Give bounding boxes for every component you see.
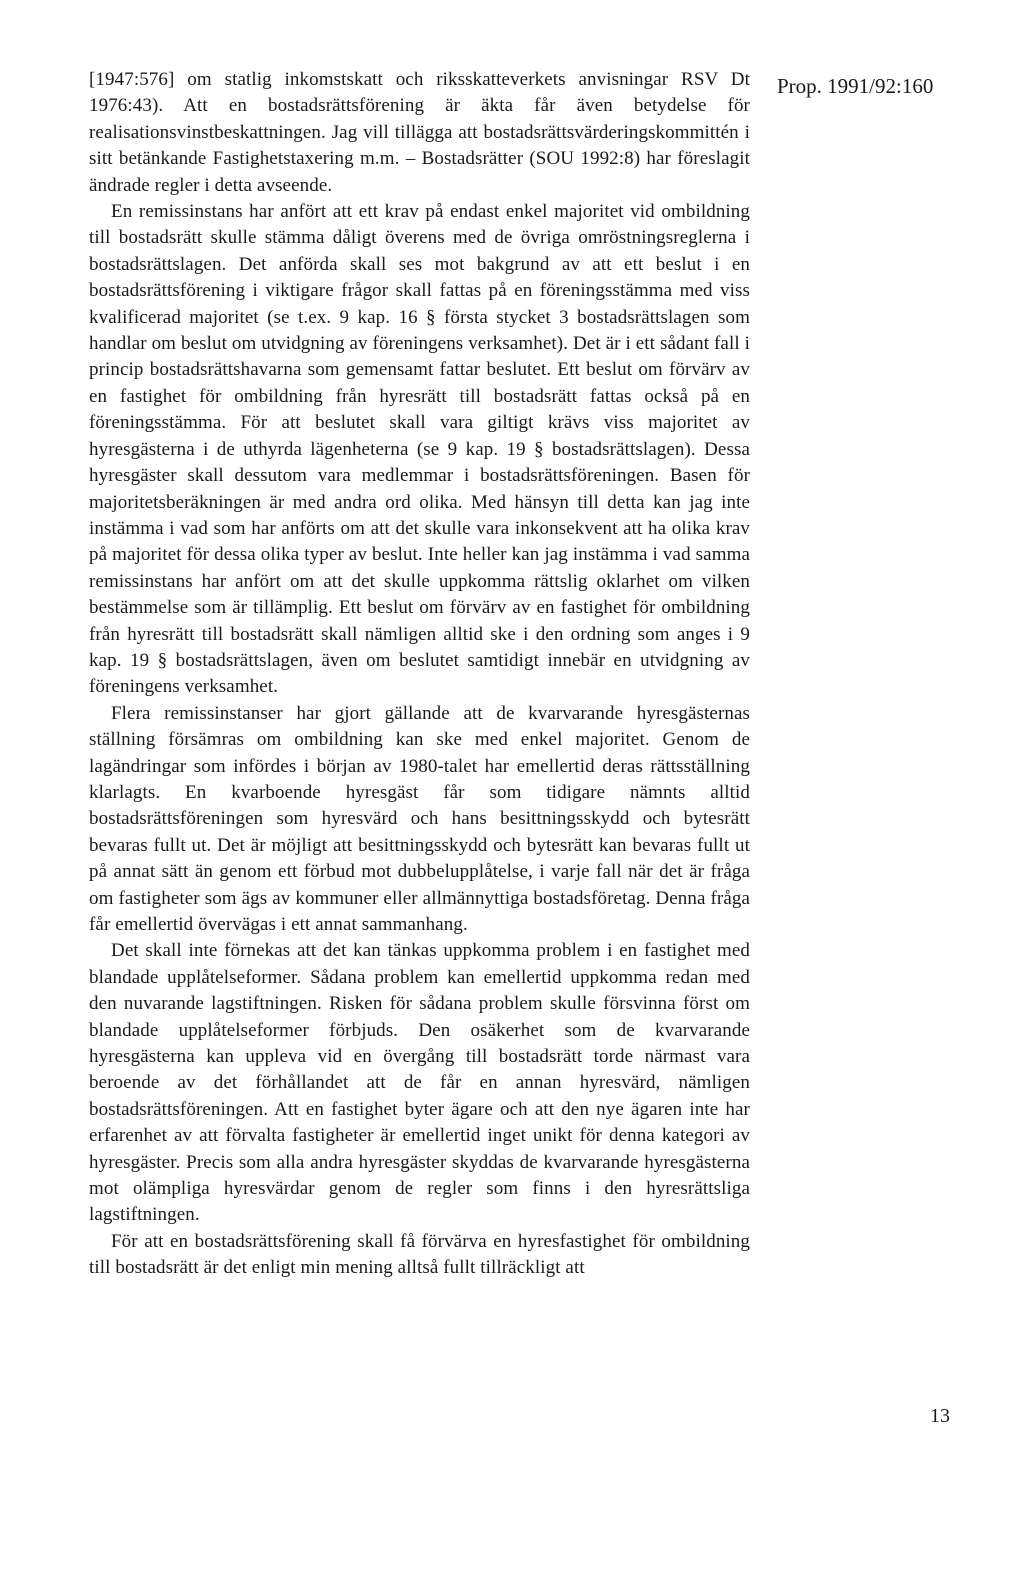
paragraph-5: För att en bostadsrättsförening skall få förvärva en hyresfastighet för ombildning till bostadsrätt är det enligt min mening alltså fullt tillräckligt att	[89, 1230, 750, 1279]
paragraph-1: [1947:576] om statlig inkomstskatt och riksskatteverkets anvisningar RSV Dt 1976:43). Att en bostadsrättsförening är äkta får även betydelse för realisationsvinstbeskattningen. Jag vill tillägga att bostadsrättsvärderingskommittén i sitt betänkande Fastighetstaxering m.m. – Bostadsrätter (SOU 1992:8) har föreslagit ändrade regler i detta avseende.	[89, 69, 750, 196]
page-number: 13	[930, 1405, 950, 1427]
running-head: Prop. 1991/92:160	[777, 74, 934, 98]
paragraph-2: En remissinstans har anfört att ett krav på endast enkel majoritet vid ombildning till bostadsrätt skulle stämma dåligt överens med de övriga omröstningsreglerna i bostadsrättslagen. Det anförda skall ses mot bakgrund av att ett beslut i en bostadsrättsförening i viktigare frågor skall fattas på en föreningsstämma med viss kvalificerad majoritet (se t.ex. 9 kap. 16 § första stycket 3 bostadsrättslagen som handlar om beslut om utvidgning av föreningens verksamhet). Det är i ett sådant fall i princip bostadsrättshavarna som gemensamt fattar beslutet. Ett beslut om förvärv av en fastighet för ombildning från hyresrätt till bostadsrätt fattas också på en föreningsstämma. För att beslutet skall vara giltigt krävs viss majoritet av hyresgästerna i de uthyrda lägenheterna (se 9 kap. 19 § bostadsrättslagen). Dessa hyresgäster skall dessutom vara medlemmar i bostadsrättsföreningen. Basen för majoritetsberäkningen är med andra ord olika. Med hänsyn till detta kan jag inte instämma i vad som har anförts om att det skulle vara inkonsekvent att ha olika krav på majoritet för dessa olika typer av beslut. Inte heller kan jag instämma i vad samma remissinstans har anfört om att det skulle uppkomma rättslig oklarhet om vilken bestämmelse som är tillämplig. Ett beslut om förvärv av en fastighet för ombildning från hyresrätt till bostadsrätt skall nämligen alltid ske i den ordning som anges i 9 kap. 19 § bostadsrättslagen, även om beslutet samtidigt innebär en utvidgning av föreningens verksamhet.	[89, 201, 750, 698]
paragraph-4: Det skall inte förnekas att det kan tänkas uppkomma problem i en fastighet med blandade upplåtelseformer. Sådana problem kan emellertid uppkomma redan med den nuvarande lagstiftningen. Risken för sådana problem skulle försvinna först om blandade upplåtelseformer förbjuds. Den osäkerhet som de kvarvarande hyresgästerna kan uppleva vid en övergång till bostadsrätt torde närmast vara beroende av det förhållandet att de får en annan hyresvärd, nämligen bostadsrättsföreningen. Att en fastighet byter ägare och att den nye ägaren inte har erfarenhet av att förvalta fastigheter är emellertid inget unikt för denna kategori av hyresgäster. Precis som alla andra hyresgäster skyddas de kvarvarande hyresgästerna mot olämpliga hyresvärdar genom de regler som finns i den hyresrättsliga lagstiftningen.	[89, 940, 750, 1226]
paragraph-3: Flera remissinstanser har gjort gällande att de kvarvarande hyresgästernas ställning försämras om ombildning kan ske med enkel majoritet. Genom de lagändringar som infördes i början av 1980-talet har emellertid deras rättsställning klarlagts. En kvarboende hyresgäst får som tidigare nämnts alltid bostadsrättsföreningen som hyresvärd och hans besittningsskydd och bytesrätt bevaras fullt ut. Det är möjligt att besittningsskydd och bytesrätt kan bevaras fullt ut på annat sätt än genom ett förbud mot dubbelupplåtelse, i varje fall när det är fråga om fastigheter som ägs av kommuner eller allmännyttiga bostadsföretag. Denna fråga får emellertid övervägas i ett annat sammanhang.	[89, 702, 750, 935]
body-text	[89, 67, 750, 1282]
